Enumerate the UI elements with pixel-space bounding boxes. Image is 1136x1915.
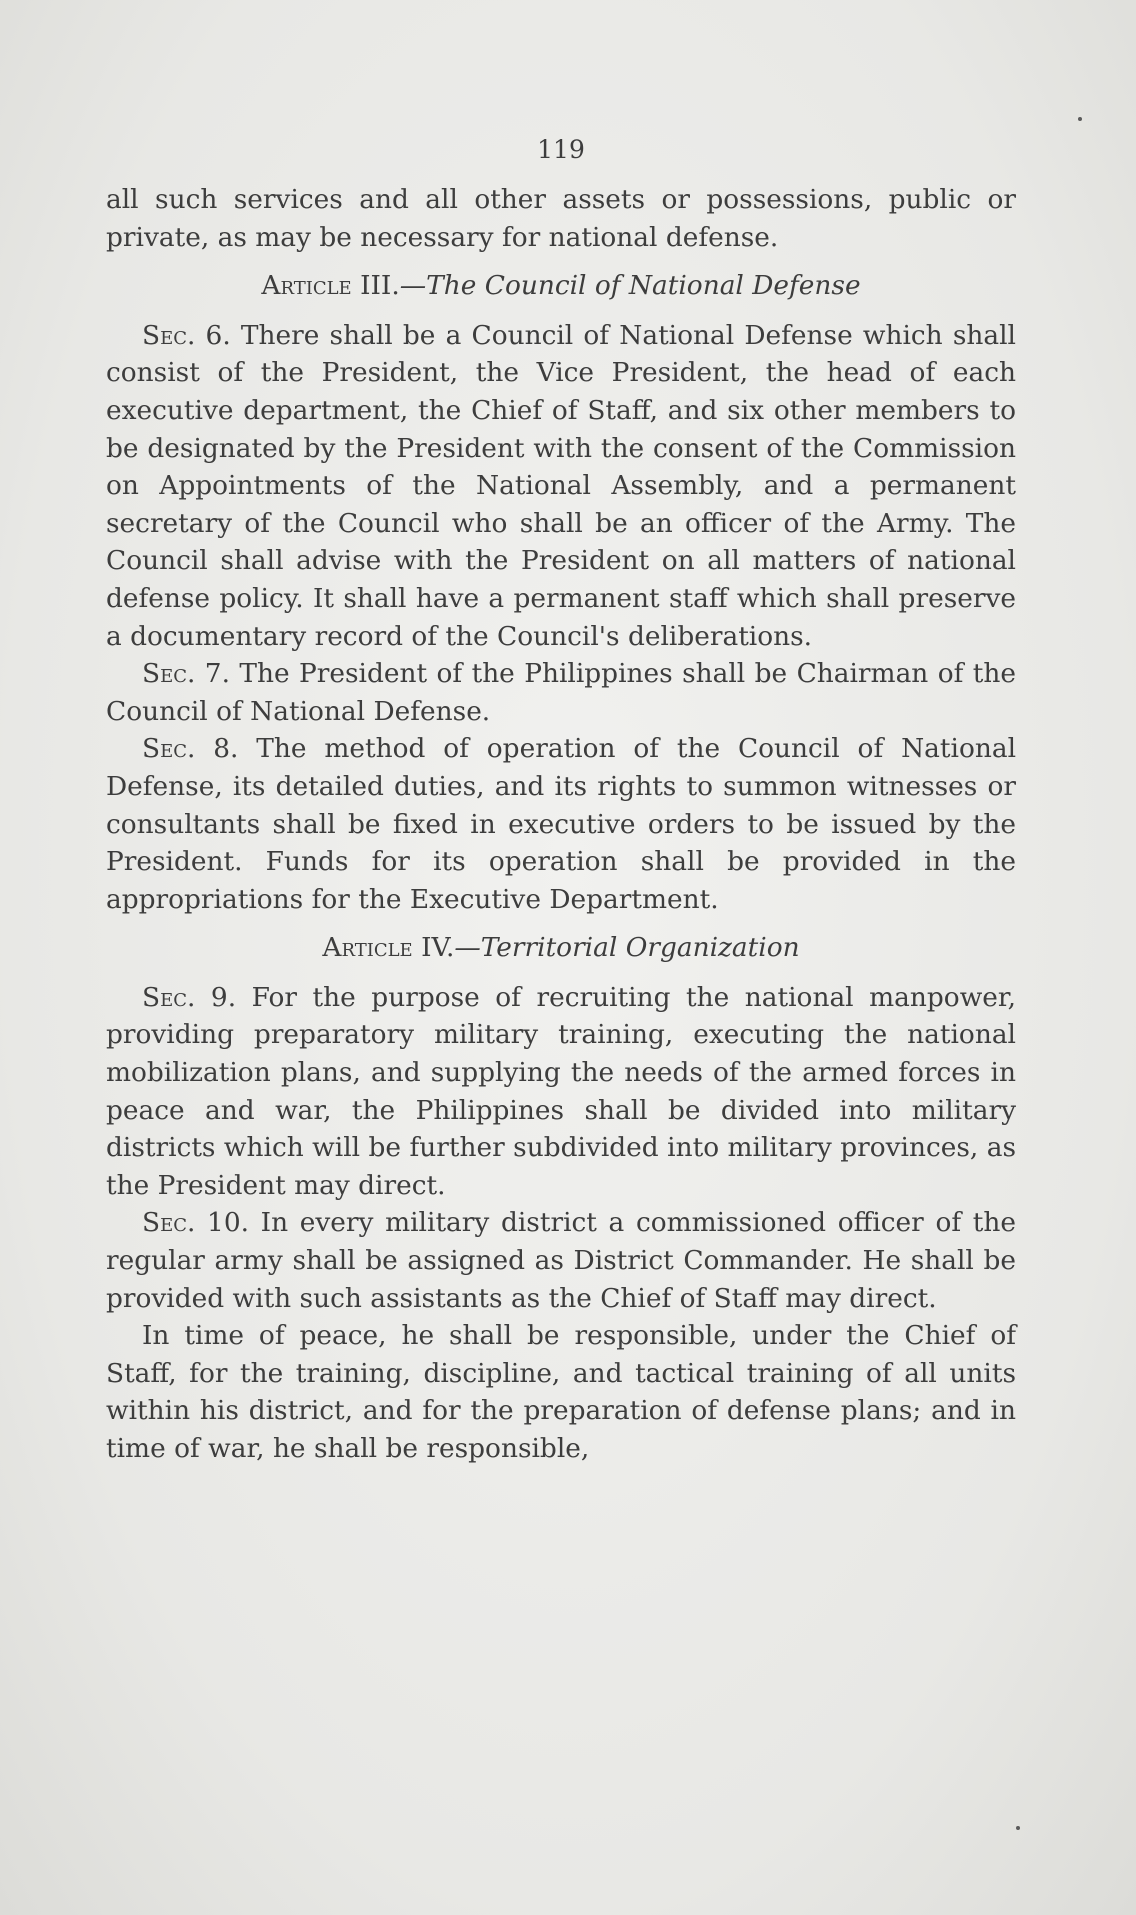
page-text (106, 135, 1016, 1468)
section-10 (106, 1204, 1016, 1317)
section-9-label: Sec. 9. (142, 981, 237, 1013)
article-4-label: Article IV. (322, 932, 455, 964)
article-4-heading (106, 929, 1016, 967)
article-4-title: —Territorial Organization (454, 932, 800, 964)
section-6-label: Sec. 6. (142, 319, 231, 351)
section-10-label: Sec. 10. (142, 1207, 250, 1239)
section-6-text: There shall be a Council of National Defense which shall consist of the President, the Vice President, the head of each executive department, the Chief of Staff, and six other members to be designated by the President with the consent of the Commission on Appointments of the National Assembly, and a permanent secretary of the Council who shall be an officer of the Army. The Council shall advise with the President on all matters of national defense policy. It shall have a permanent staff which shall preserve a documentary record of the Council's deliberations. (106, 319, 1017, 652)
page-number: 119 (537, 135, 585, 164)
section-10-text: In every military district a commissioned officer of the regular army shall be assigned as District Commander. He shall be provided with such assistants as the Chief of Staff may direct. (106, 1207, 1016, 1314)
section-8-text: The method of operation of the Council of National Defense, its detailed duties, and its rights to summon witnesses or consultants shall be fixed in executive orders to be issued by the President. Funds for its operation shall be provided in the appropriations for the Executive Department. (106, 733, 1017, 915)
section-7 (106, 655, 1016, 730)
scan-speck (1016, 1826, 1020, 1830)
section-7-text: The President of the Philippines shall be Chairman of the Council of National Defense. (106, 658, 1017, 727)
article-3-heading (106, 267, 1016, 305)
article-3-label: Article III. (261, 270, 400, 302)
section-9-text: For the purpose of recruiting the national manpower, providing preparatory military training, executing the national mobilization plans, and supplying the needs of the armed forces in peace and war, the Philippines shall be divided into military districts which will be further subdivided into military provinces, as the President may direct. (106, 981, 1017, 1201)
section-9 (106, 979, 1016, 1205)
section-8-label: Sec. 8. (142, 733, 239, 765)
scan-speck (1078, 117, 1082, 121)
section-8 (106, 730, 1016, 918)
section-7-label: Sec. 7. (142, 658, 230, 690)
article-3-title: —The Council of National Defense (399, 270, 861, 302)
section-6 (106, 317, 1016, 655)
paragraph-peace (106, 1317, 1016, 1467)
paragraph-peace-text: In time of peace, he shall be responsible, under the Chief of Staff, for the training, discipline, and tactical training of all units within his district, and for the preparation of defense plans; and in time of war, he shall be responsible, (106, 1320, 1016, 1464)
paragraph-continuation: all such services and all other assets or possessions, public or private, as may be necessary for national defense. (106, 184, 1016, 253)
